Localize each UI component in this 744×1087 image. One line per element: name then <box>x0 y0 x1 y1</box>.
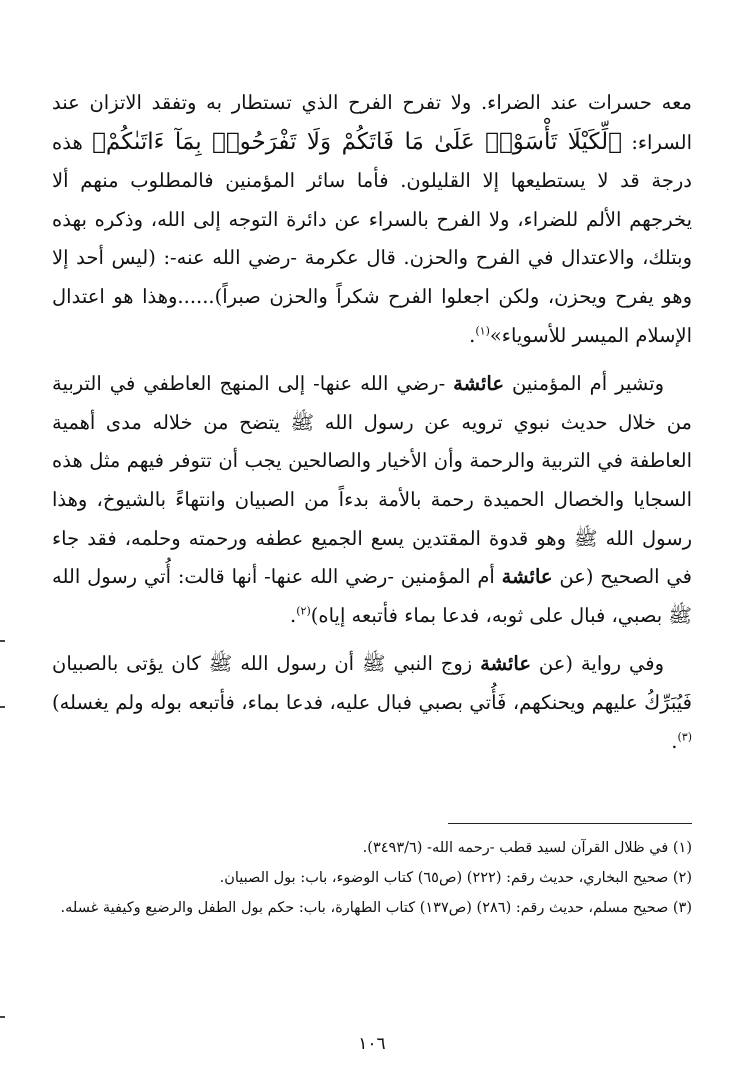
paragraph-1-part-b: هذه درجة قد لا يستطيعها إلا القليلون. فأما سائر المؤمنين فالمطلوب منهم ألا يخرجهم الألم للضراء، ولا الفرح بالسراء عن دائرة التوجه إلى الله، وذكره بهذه وبتلك، والاعتدال في الفرح والحزن. قال عكرمة -رضي الله عنه-: (ليس أحد إلا وهو يفرح ويحزن، ولكن اجعلوا الفرح شكراً والحزن صبراً)......وهذا هو اعتدال الإسلام الميسر للأسوياء» <box>52 130 692 347</box>
footnote-ref-1[interactable]: (١) <box>475 324 490 338</box>
margin-mark <box>0 706 5 708</box>
footnote-1: (١) في ظلال القرآن لسيد قطب -رحمه الله- (٣٤٩٣/٦). <box>362 840 692 856</box>
footnote-ref-2[interactable]: (٢) <box>296 604 311 618</box>
paragraph-3-part-b: زوج النبي ﷺ أن رسول الله ﷺ كان يؤتى بالصبيان فَيُبَرِّكُ عليهم ويحنكهم، فَأُتي بصبي فبال عليه، فدعا بماء، فأتبعه بوله ولم يغسله) <box>52 652 692 714</box>
footnote-ref-3[interactable]: (٣) <box>677 730 692 743</box>
quran-verse: ﴿لِّكَيْلَا تَأْسَوْا۟ عَلَىٰ مَا فَاتَكُمْ وَلَا تَفْرَحُوا۟ بِمَآ ءَاتَىٰكُمْ﴾ <box>92 128 622 155</box>
paragraph-1: معه حسرات عند الضراء. ولا تفرح الفرح الذي تستطار به وتفقد الاتزان عند السراء: ﴿لِّكَيْلَا تَأْسَوْا۟ عَلَىٰ مَا فَاتَكُمْ وَلَا تَفْرَحُوا۟ بِمَآ ءَاتَىٰكُمْ﴾ هذه درجة قد لا يستطيعها إلا القليلون. فأما سائر المؤمنين فالمطلوب منهم ألا يخرجهم الألم للضراء، ولا الفرح بالسراء عن دائرة التوجه إلى الله، وذكره بهذه وبتلك، والاعتدال في الفرح والحزن. قال عكرمة -رضي الله عنه-: (ليس أحد إلا وهو يفرح ويحزن، ولكن اجعلوا الفرح شكراً والحزن صبراً)......وهذا هو اعتدال الإسلام الميسر للأسوياء»$^{(١)}$. <box>52 91 692 347</box>
paragraph-3: وفي رواية (عن عائشة زوج النبي ﷺ أن رسول الله ﷺ كان يؤتى بالصبيان فَيُبَرِّكُ عليهم ويحنكهم، فَأُتي بصبي فبال عليه، فدعا بماء، فأتبعه بوله ولم يغسله)$^{(٣)}$. <box>52 652 692 753</box>
margin-mark <box>0 640 5 642</box>
footnote-separator <box>448 823 692 824</box>
paragraph-2: وتشير أم المؤمنين عائشة -رضي الله عنها- إلى المنهج العاطفي في التربية من خلال حديث نبوي ترويه عن رسول الله ﷺ يتضح من خلاله مدى أهمية العاطفة في التربية والرحمة وأن الأخيار والصالحين يجب أن تتوفر فيهم مثل هذه السجايا والخصال الحميدة رحمة بالأمة بدءاً من الصبيان وانتهاءً بالشيوخ، وهذا رسول الله ﷺ وهو قدوة المقتدين يسع الجميع عطفه ورحمته وحلمه، فقد جاء في الصحيح (عن عائشة أم المؤمنين -رضي الله عنها- أنها قالت: أُتي رسول الله ﷺ بصبي، فبال على ثوبه، فدعا بماء فأتبعه إياه)$^{(٢)}$. <box>52 372 692 627</box>
page-number: ١٠٦ <box>358 1034 386 1054</box>
paragraph-2-part-a: وتشير أم المؤمنين <box>504 372 664 396</box>
paragraph-2-part-b: -رضي الله عنها- إلى المنهج العاطفي في التربية من خلال حديث نبوي ترويه عن رسول الله ﷺ يتضح من خلاله مدى أهمية العاطفة في التربية والرحمة وأن الأخيار والصالحين يجب أن تتوفر فيهم مثل هذه السجايا والخصال الحميدة رحمة بالأمة بدءاً من الصبيان وانتهاءً بالشيوخ، وهذا رسول الله ﷺ وهو قدوة المقتدين يسع الجميع عطفه ورحمته وحلمه، فقد جاء في الصحيح (عن <box>52 372 692 589</box>
bold-name-aisha-2: عائشة <box>501 565 553 589</box>
margin-mark <box>0 1016 5 1018</box>
footnote-3: (٣) صحيح مسلم، حديث رقم: (٢٨٦) (ص١٣٧) كتاب الطهارة، باب: حكم بول الطفل والرضيع وكيفية غسله. <box>60 900 692 916</box>
paragraph-3-part-a: وفي رواية (عن <box>531 652 664 676</box>
bold-name-aisha-3: عائشة <box>480 652 531 676</box>
main-text <box>52 84 692 761</box>
footnotes <box>52 833 692 923</box>
paragraph-2-part-c: أم المؤمنين -رضي الله عنها- أنها قالت: أُتي رسول الله ﷺ بصبي، فبال على ثوبه، فدعا بماء فأتبعه إياه) <box>52 565 692 627</box>
footnote-2: (٢) صحيح البخاري، حديث رقم: (٢٢٢) (ص٦٥) كتاب الوضوء، باب: بول الصبيان. <box>219 870 692 886</box>
paragraph-1-part-a: معه حسرات عند الضراء. ولا تفرح الفرح الذي تستطار به وتفقد الاتزان عند السراء: <box>52 91 692 154</box>
bold-name-aisha-1: عائشة <box>453 372 504 396</box>
